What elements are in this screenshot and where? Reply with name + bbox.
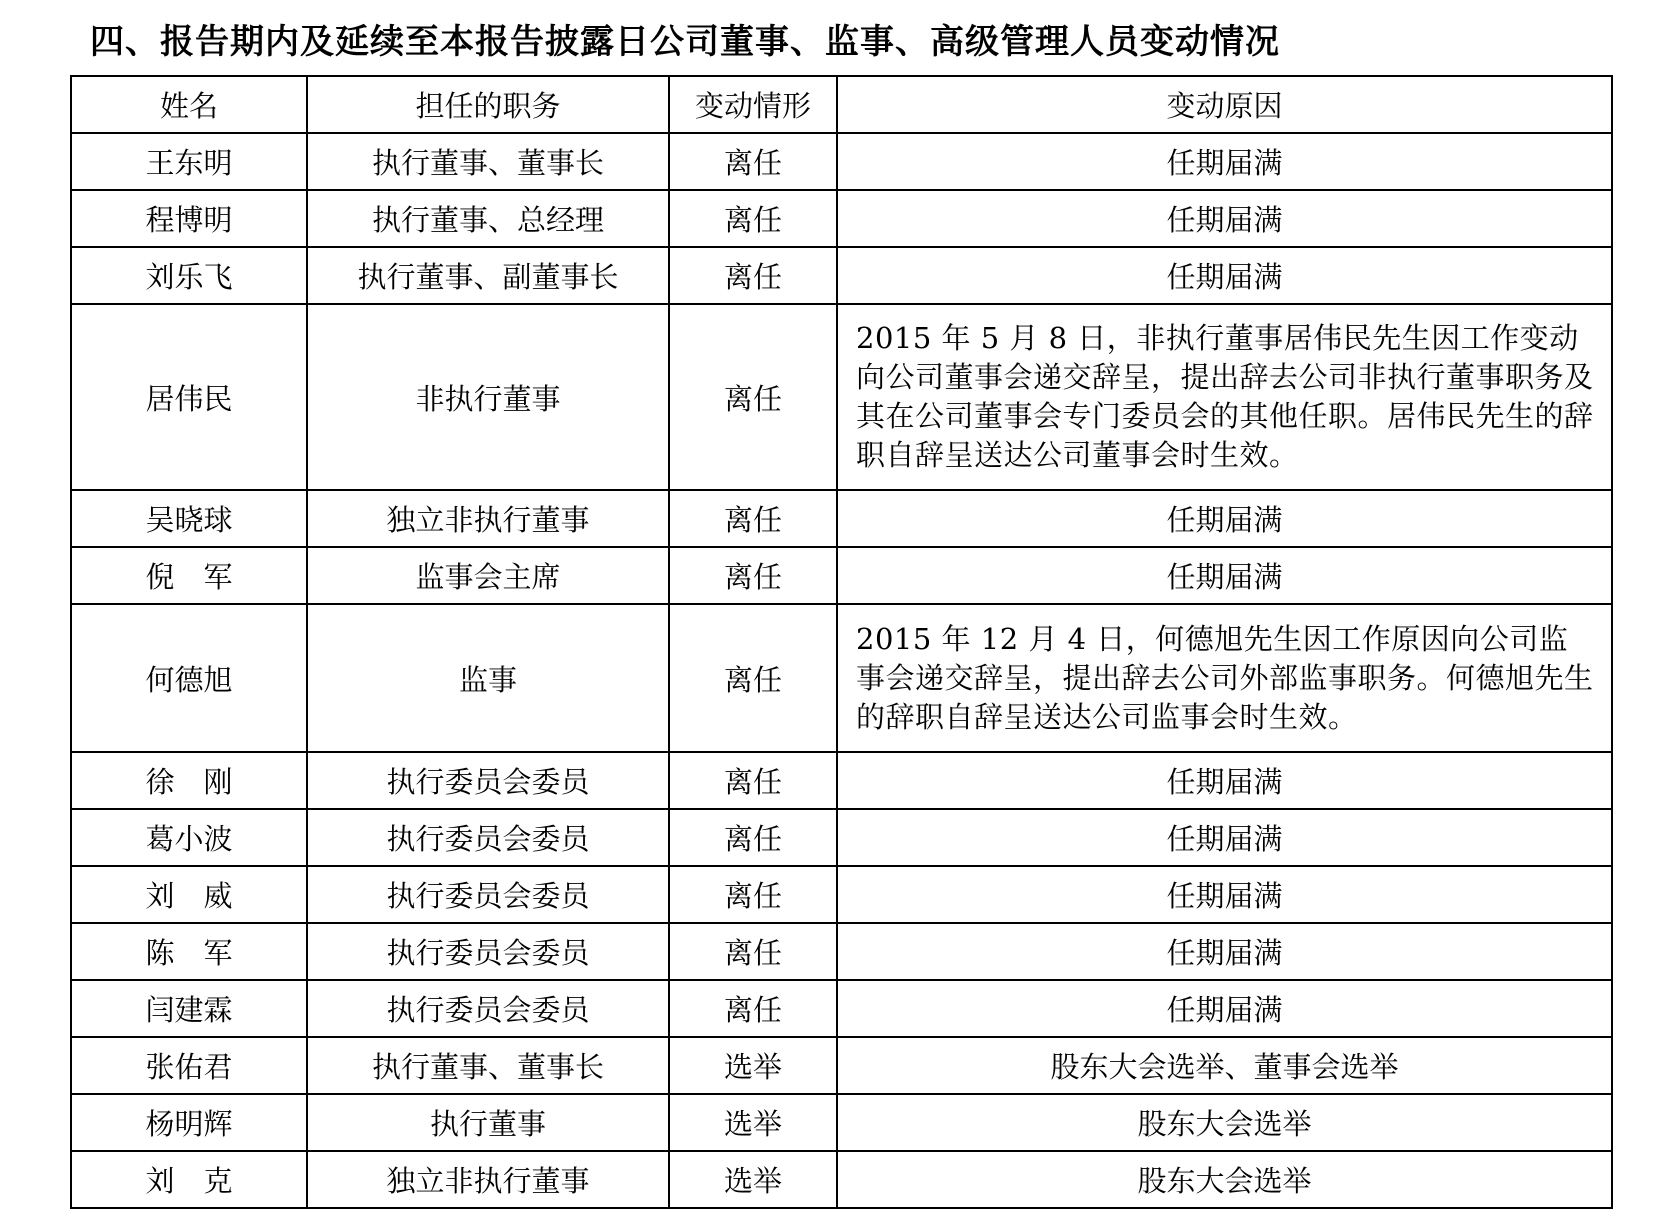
cell-name: 王东明	[71, 133, 307, 190]
cell-reason: 任期届满	[837, 980, 1612, 1037]
cell-reason: 任期届满	[837, 247, 1612, 304]
table-row	[71, 133, 1612, 190]
cell-name: 倪 军	[71, 547, 307, 604]
table-row	[71, 980, 1612, 1037]
cell-reason: 任期届满	[837, 752, 1612, 809]
table-row	[71, 547, 1612, 604]
cell-name: 吴晓球	[71, 490, 307, 547]
table-row	[71, 1037, 1612, 1094]
header-change-type: 变动情形	[669, 76, 837, 133]
section-heading: 四、报告期内及延续至本报告披露日公司董事、监事、高级管理人员变动情况	[90, 22, 1280, 62]
cell-name: 程博明	[71, 190, 307, 247]
table-row	[71, 809, 1612, 866]
cell-name: 刘乐飞	[71, 247, 307, 304]
table-row	[71, 604, 1612, 752]
cell-position: 监事	[307, 604, 669, 752]
cell-reason: 任期届满	[837, 490, 1612, 547]
cell-change: 离任	[669, 980, 837, 1037]
cell-position: 执行委员会委员	[307, 923, 669, 980]
cell-reason: 任期届满	[837, 133, 1612, 190]
table-row	[71, 304, 1612, 490]
cell-reason: 股东大会选举	[837, 1151, 1612, 1208]
cell-position: 监事会主席	[307, 547, 669, 604]
cell-change: 离任	[669, 866, 837, 923]
cell-change: 离任	[669, 604, 837, 752]
cell-change: 离任	[669, 923, 837, 980]
table-row	[71, 490, 1612, 547]
cell-change: 离任	[669, 809, 837, 866]
cell-position: 非执行董事	[307, 304, 669, 490]
cell-change: 选举	[669, 1094, 837, 1151]
table-row	[71, 190, 1612, 247]
cell-change: 离任	[669, 547, 837, 604]
header-name: 姓名	[71, 76, 307, 133]
header-change-reason: 变动原因	[837, 76, 1612, 133]
cell-name: 葛小波	[71, 809, 307, 866]
cell-change: 选举	[669, 1151, 837, 1208]
cell-reason: 任期届满	[837, 866, 1612, 923]
cell-position: 独立非执行董事	[307, 1151, 669, 1208]
cell-position: 执行董事	[307, 1094, 669, 1151]
cell-position: 执行董事、董事长	[307, 1037, 669, 1094]
header-position: 担任的职务	[307, 76, 669, 133]
table-row	[71, 923, 1612, 980]
cell-position: 执行委员会委员	[307, 809, 669, 866]
cell-position: 执行董事、总经理	[307, 190, 669, 247]
cell-reason: 任期届满	[837, 190, 1612, 247]
personnel-changes-table	[70, 75, 1613, 1209]
cell-name: 陈 军	[71, 923, 307, 980]
table-row	[71, 1151, 1612, 1208]
table-header-row	[71, 76, 1612, 133]
cell-change: 离任	[669, 490, 837, 547]
cell-name: 闫建霖	[71, 980, 307, 1037]
cell-position: 执行委员会委员	[307, 752, 669, 809]
cell-position: 独立非执行董事	[307, 490, 669, 547]
cell-reason: 2015 年 12 月 4 日，何德旭先生因工作原因向公司监事会递交辞呈，提出辞去公司外部监事职务。何德旭先生的辞职自辞呈送达公司监事会时生效。	[837, 604, 1612, 752]
cell-name: 居伟民	[71, 304, 307, 490]
cell-reason: 2015 年 5 月 8 日，非执行董事居伟民先生因工作变动向公司董事会递交辞呈，提出辞去公司非执行董事职务及其在公司董事会专门委员会的其他任职。居伟民先生的辞职自辞呈送达公司董事会时生效。	[837, 304, 1612, 490]
cell-name: 何德旭	[71, 604, 307, 752]
cell-change: 离任	[669, 304, 837, 490]
cell-position: 执行董事、副董事长	[307, 247, 669, 304]
cell-name: 张佑君	[71, 1037, 307, 1094]
cell-reason: 股东大会选举、董事会选举	[837, 1037, 1612, 1094]
cell-reason: 任期届满	[837, 809, 1612, 866]
cell-change: 离任	[669, 190, 837, 247]
cell-change: 离任	[669, 752, 837, 809]
cell-change: 离任	[669, 133, 837, 190]
cell-name: 刘 克	[71, 1151, 307, 1208]
table-row	[71, 866, 1612, 923]
table-row	[71, 752, 1612, 809]
cell-name: 刘 威	[71, 866, 307, 923]
table-row	[71, 1094, 1612, 1151]
cell-change: 选举	[669, 1037, 837, 1094]
cell-name: 徐 刚	[71, 752, 307, 809]
cell-change: 离任	[669, 247, 837, 304]
table-row	[71, 247, 1612, 304]
cell-position: 执行委员会委员	[307, 866, 669, 923]
cell-reason: 任期届满	[837, 923, 1612, 980]
cell-name: 杨明辉	[71, 1094, 307, 1151]
cell-position: 执行委员会委员	[307, 980, 669, 1037]
cell-position: 执行董事、董事长	[307, 133, 669, 190]
cell-reason: 任期届满	[837, 547, 1612, 604]
cell-reason: 股东大会选举	[837, 1094, 1612, 1151]
